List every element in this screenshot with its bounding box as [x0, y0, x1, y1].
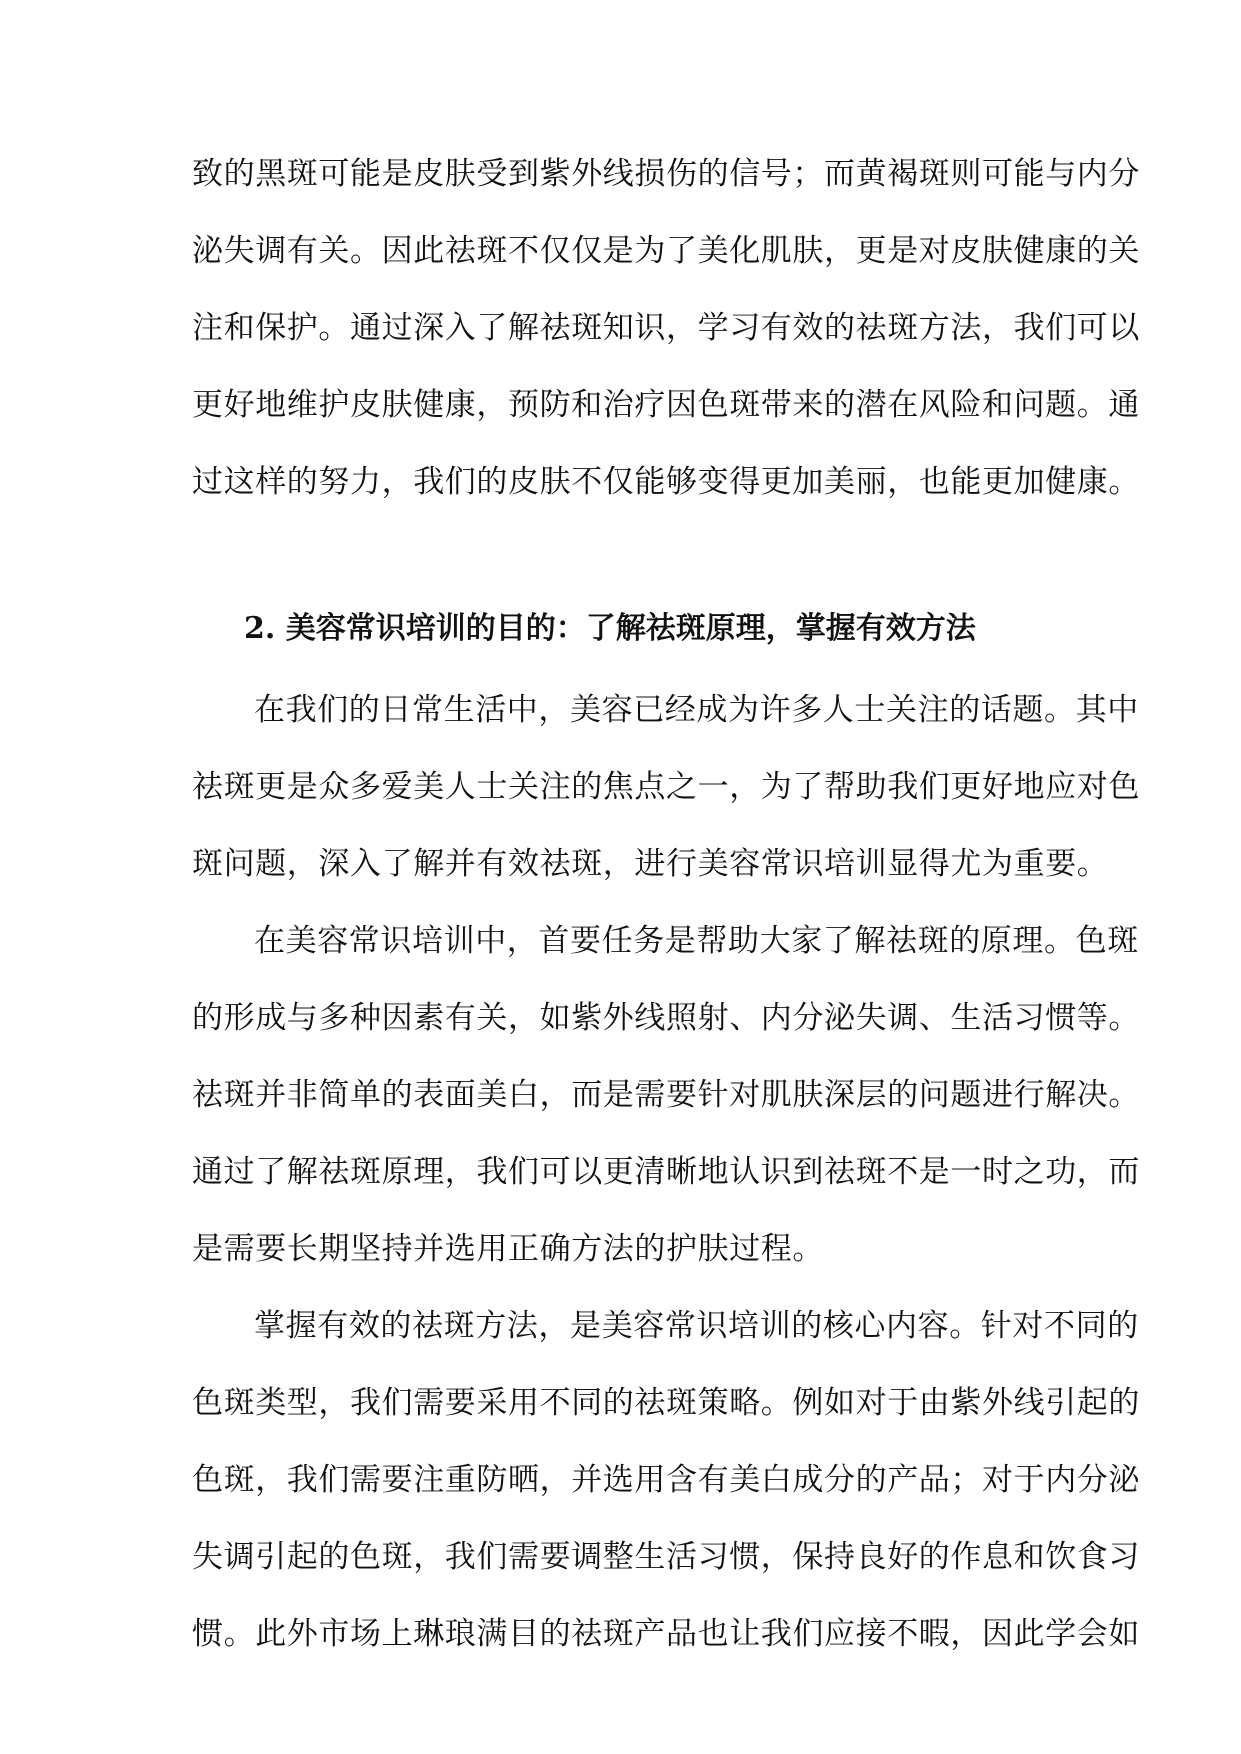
paragraph-principle: [192, 913, 1140, 1298]
text-line: 在我们的日常生活中，美容已经成为许多人士关注的话题。其中: [254, 692, 1139, 728]
text-line: 祛斑更是众多爱美人士关注的焦点之一，为了帮助我们更好地应对色: [192, 769, 1140, 805]
text-line: 在美容常识培训中，首要任务是帮助大家了解祛斑的原理。色斑: [254, 923, 1139, 959]
paragraph-methods: [192, 1298, 1140, 1683]
text-line: 色斑类型，我们需要采用不同的祛斑策略。例如对于由紫外线引起的: [192, 1385, 1140, 1421]
text-line: 是需要长期坚持并选用正确方法的护肤过程。: [192, 1231, 824, 1267]
text-line: 惯。此外市场上琳琅满目的祛斑产品也让我们应接不暇，因此学会如: [192, 1616, 1140, 1652]
text-line: 更好地维护皮肤健康，预防和治疗因色斑带来的潜在风险和问题。通: [192, 387, 1140, 423]
text-line: 的形成与多种因素有关，如紫外线照射、内分泌失调、生活习惯等。: [192, 1000, 1140, 1036]
text-line: 斑问题，深入了解并有效祛斑，进行美容常识培训显得尤为重要。: [192, 846, 1109, 882]
text-line: 致的黑斑可能是皮肤受到紫外线损伤的信号；而黄褐斑则可能与内分: [192, 156, 1140, 192]
text-line: 失调引起的色斑，我们需要调整生活习惯，保持良好的作息和饮食习: [192, 1539, 1140, 1575]
text-line: 泌失调有关。因此祛斑不仅仅是为了美化肌肤，更是对皮肤健康的关: [192, 233, 1140, 269]
text-line: 祛斑并非简单的表面美白，而是需要针对肌肤深层的问题进行解决。: [192, 1077, 1140, 1113]
text-line: 过这样的努力，我们的皮肤不仅能够变得更加美丽，也能更加健康。: [192, 464, 1140, 500]
text-line: 色斑，我们需要注重防晒，并选用含有美白成分的产品；对于内分泌: [192, 1462, 1140, 1498]
document-page: [192, 146, 1140, 1683]
text-line: 通过了解祛斑原理，我们可以更清晰地认识到祛斑不是一时之功，而: [192, 1154, 1140, 1190]
text-line: 注和保护。通过深入了解祛斑知识，学习有效的祛斑方法，我们可以: [192, 310, 1140, 346]
text-line: 掌握有效的祛斑方法，是美容常识培训的核心内容。针对不同的: [254, 1308, 1139, 1344]
paragraph-intro: [192, 682, 1140, 913]
section-heading: 2. 美容常识培训的目的：了解祛斑原理，掌握有效方法: [244, 611, 976, 646]
paragraph-continued: [192, 146, 1140, 531]
